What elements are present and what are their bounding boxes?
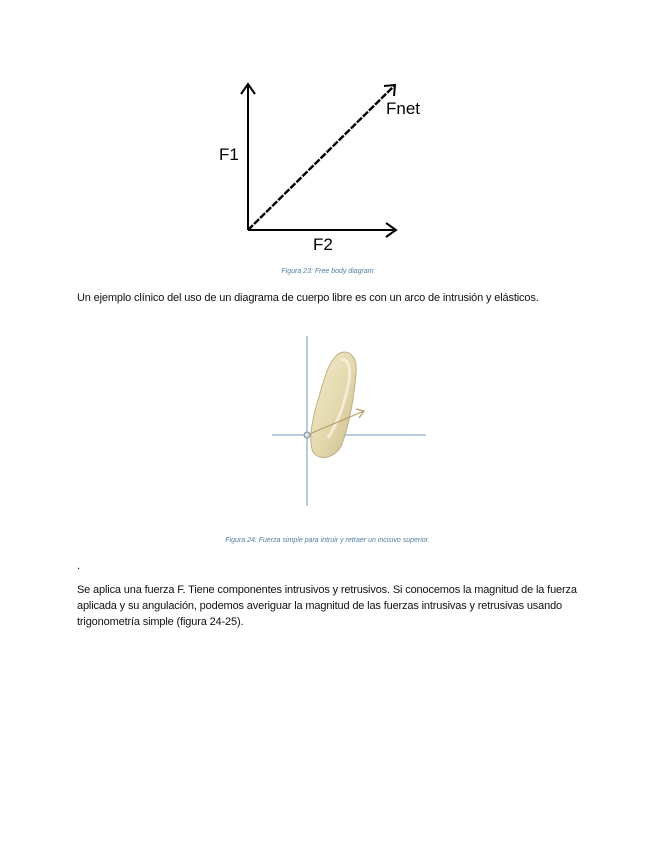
figure-23-caption: Figura 23: Free body diagram (281, 268, 374, 275)
fnet-vector (248, 86, 394, 230)
paragraph-intrusion-arch: Un ejemplo clínico del uso de un diagrama de cuerpo libre es con un arco de intrusión y elásticos. (77, 292, 539, 304)
f1-label: F1 (219, 145, 239, 164)
incisor-illustration (268, 334, 433, 509)
figure-24-caption: Figura 24: Fuerza simple para intruir y retraer un incisivo superior. (225, 537, 430, 544)
f2-label: F2 (313, 235, 333, 254)
free-body-diagram (210, 74, 440, 258)
origin-marker (304, 432, 310, 438)
fnet-label: Fnet (386, 99, 421, 118)
incisor-force-figure (268, 334, 433, 509)
stray-period: . (77, 560, 81, 572)
paragraph-force-components: Se aplica una fuerza F. Tiene componentes intrusivos y retrusivos. Si conocemos la magnitud de la fuerza aplicada y su angulación, podemos averiguar la magnitud de las fuerzas intrusivas y retrusivas usando trigonometría simple (figura 24-25). (77, 584, 577, 628)
